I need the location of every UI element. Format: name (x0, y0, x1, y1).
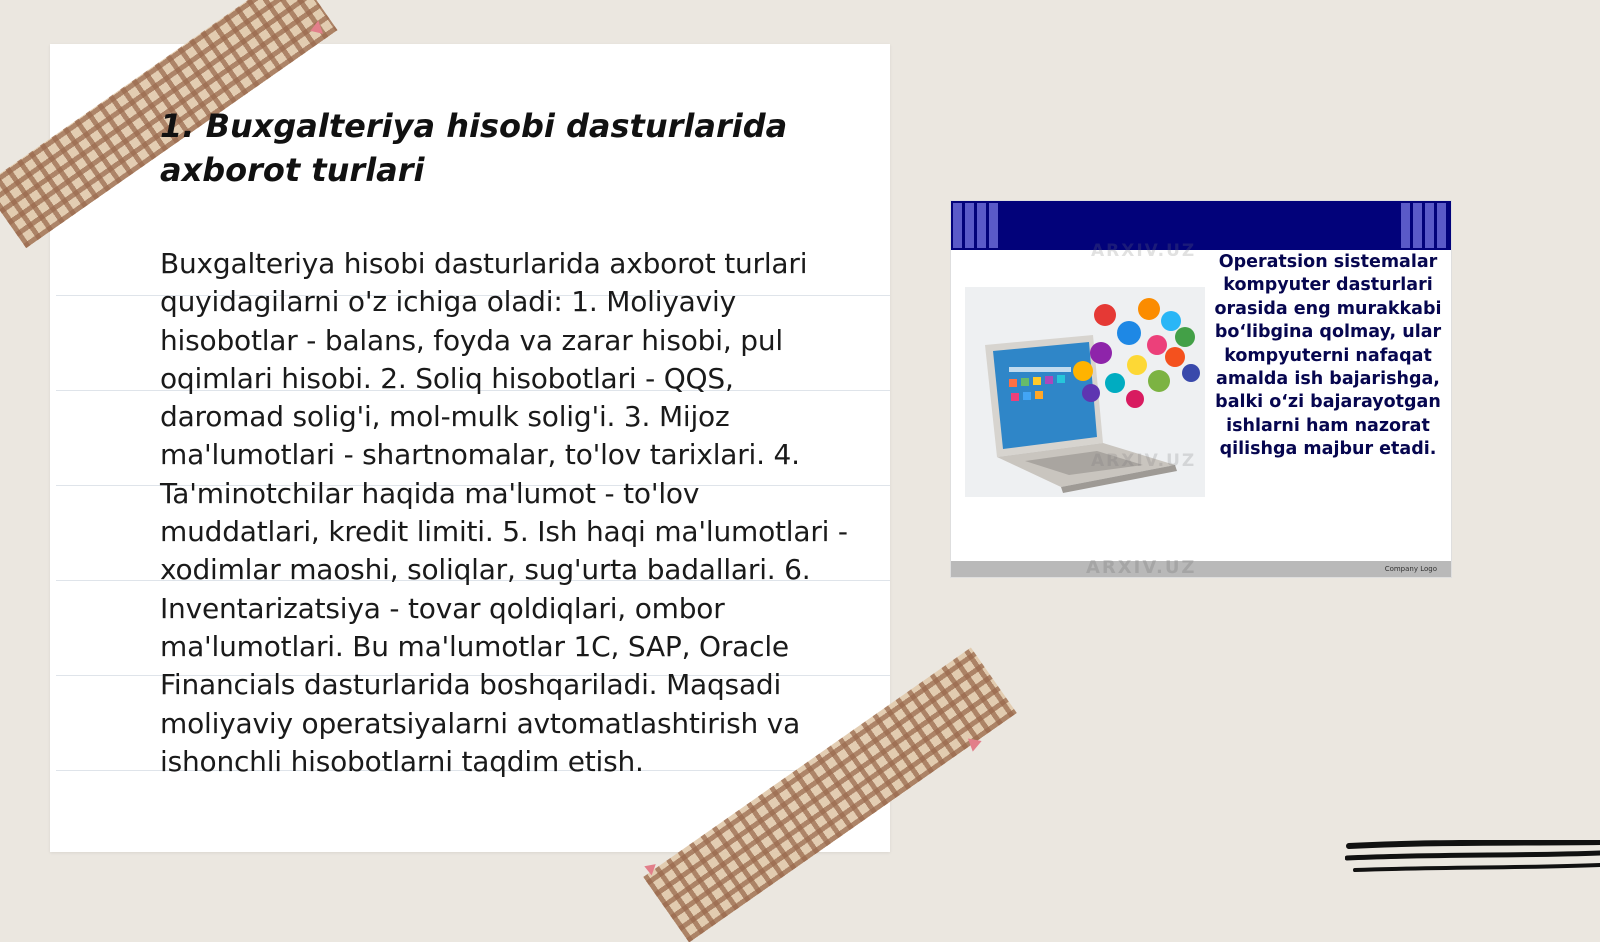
slide-caption: Operatsion sistemalar kompyuter dasturlari orasida eng murakkabi bo‘libgina qolmay, ular kompyuterni nafaqat amalda ish bajarishga, balki o‘zi bajarayotgan ishlarni ham nazorat qilishga majbur etadi. (1214, 252, 1442, 460)
page-title: 1. Buxgalteriya hisobi dasturlarida axborot turlari (160, 107, 788, 189)
watermark-text: ARXIV.UZ (1086, 557, 1197, 578)
pixel-pattern-decoration (953, 203, 1001, 248)
slide-footer-bar (951, 561, 1451, 577)
ink-stroke-decoration (1345, 840, 1600, 890)
company-logo-text: Company Logo (1384, 565, 1437, 573)
watermark-text: ARXIV.UZ (1091, 451, 1197, 471)
watermark-text: ARXIV.UZ (1091, 241, 1197, 261)
body-paragraph: Buxgalteriya hisobi dasturlarida axborot turlari quyidagilarni o'z ichiga oladi: 1. Moliyaviy hisobotlar - balans, foyda va zarar hisobi, pul oqimlari hisobi. 2. Soliq hisobotlari - QQS, daromad solig'i, mol-mulk solig'i. 3. Mijoz ma'lumotlari - shartnomalar, to'lov tarixlari. 4. Ta'minotchilar haqida ma'lumot - to'lov muddatlari, kredit limiti. 5. Ish haqi ma'lumotlari - xodimlar maoshi, soliqlar, sug'urta badallari. 6. Inventarizatsiya - tovar qoldiqlari, ombor ma'lumotlari. Bu ma'lumotlar 1C, SAP, Oracle Financials dasturlarida boshqariladi. Maqsadi moliyaviy operatsiyalarni avtomatlashtirish va ishonchli hisobotlarni taqdim etish. (160, 247, 848, 778)
slide-header-bar (951, 201, 1451, 250)
pixel-pattern-decoration (1401, 203, 1449, 248)
slide-image (950, 200, 1452, 578)
